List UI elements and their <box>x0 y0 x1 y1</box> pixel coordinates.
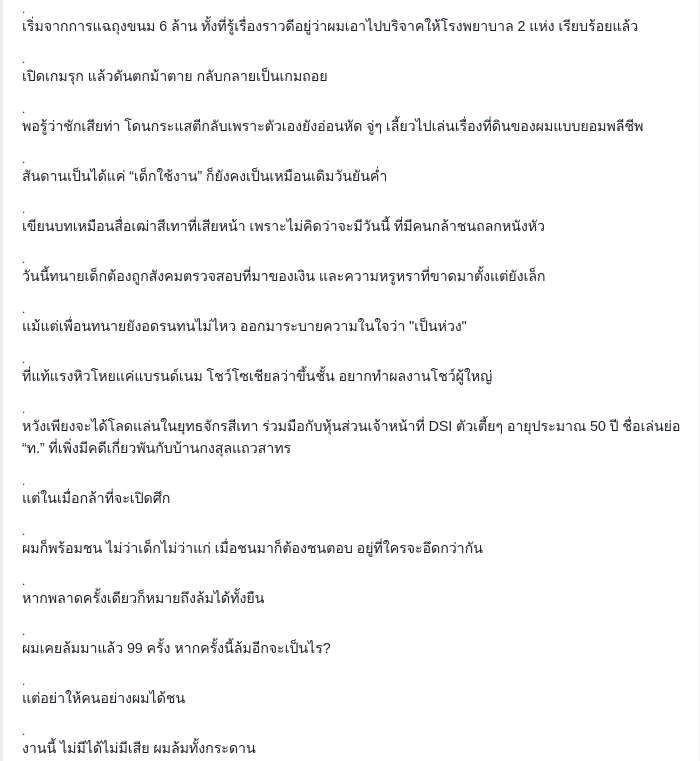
paragraph-marker: . <box>22 102 26 116</box>
paragraph-text: เริ่มจากการแฉถุงขนม 6 ล้าน ทั้งที่รู้เรื่องราวดีอยู่ว่าผมเอาไปบริจาคให้โรงพยาบาล 2 แห่ง เรียบร้อยแล้ว <box>22 19 639 35</box>
paragraph-marker: . <box>22 624 26 638</box>
paragraph <box>22 100 691 138</box>
paragraph-text: สันดานเป็นได้แค่ “เด็กใช้งาน” ก็ยังคงเป็นเหมือนเดิมวันยันค่ำ <box>22 169 388 185</box>
paragraph-text: วันนี้ทนายเด็กต้องถูกสังคมตรวจสอบที่มาของเงิน และความหรูหราที่ขาดมาตั้งแต่ยังเล็ก <box>22 269 546 285</box>
paragraph-text: เปิดเกมรุก แล้วดันตกม้าตาย กลับกลายเป็นเกมถอย <box>22 69 328 85</box>
paragraph-marker: . <box>22 402 26 416</box>
paragraph <box>22 722 691 760</box>
paragraph <box>22 50 691 88</box>
paragraph <box>22 350 691 388</box>
paragraph <box>22 472 691 510</box>
paragraph-marker: . <box>22 52 26 66</box>
paragraph <box>22 400 691 460</box>
paragraph-marker: . <box>22 2 26 16</box>
paragraph-marker: . <box>22 724 26 738</box>
paragraph-marker: . <box>22 524 26 538</box>
paragraph <box>22 0 691 38</box>
paragraph-text: หากพลาดครั้งเดียวก็หมายถึงล้มได้ทั้งยืน <box>22 591 265 607</box>
paragraph-text: แต่อย่าให้คนอย่างผมได้ชน <box>22 691 186 707</box>
paragraph-text: แม้แต่เพื่อนทนายยังอดรนทนไม่ไหว ออกมาระบายความในใจว่า "เป็นห่วง" <box>22 319 467 335</box>
paragraph-marker: . <box>22 474 26 488</box>
paragraph <box>22 250 691 288</box>
paragraph <box>22 300 691 338</box>
paragraph-text: พอรู้ว่าชักเสียท่า โดนกระแสตีกลับเพราะตัวเองยังอ่อนหัด จู่ๆ เลี้ยวไปเล่นเรื่องที่ดินของผมแบบยอมพลีชีพ <box>22 119 644 135</box>
paragraph-text: เขียนบทเหมือนสื่อเฒ่าสีเทาที่เสียหน้า เพราะไม่คิดว่าจะมีวันนี้ ที่มีคนกล้าชนถลกหนังหัว <box>22 219 545 235</box>
paragraph <box>22 150 691 188</box>
post-body <box>22 0 691 760</box>
paragraph-marker: . <box>22 302 26 316</box>
paragraph-text: แต่ในเมื่อกล้าที่จะเปิดศึก <box>22 491 171 507</box>
paragraph-marker: . <box>22 152 26 166</box>
paragraph-marker: . <box>22 202 26 216</box>
paragraph-text: ผมเคยล้มมาแล้ว 99 ครั้ง หากครั้งนี้ล้มอีกจะเป็นไร? <box>22 641 331 657</box>
paragraph-marker: . <box>22 674 26 688</box>
paragraph-marker: . <box>22 252 26 266</box>
paragraph-marker: . <box>22 352 26 366</box>
paragraph <box>22 622 691 660</box>
paragraph <box>22 522 691 560</box>
paragraph-text: หวังเพียงจะได้โลดแล่นในยุทธจักรสีเทา ร่วมมือกับหุ้นส่วนเจ้าหน้าที่ DSI ตัวเตี้ยๆ อายุประมาณ 50 ปี ชื่อเล่นย่อ “ท.” ที่เพิ่งมีคดีเกี่ยวพันกับบ้านกงสุลแถวสาทร <box>22 419 681 457</box>
paragraph-text: ผมก็พร้อมชน ไม่ว่าเด็กไม่ว่าแก่ เมื่อชนมาก็ต้องชนตอบ อยู่ที่ใครจะอึดกว่ากัน <box>22 541 483 557</box>
paragraph <box>22 672 691 710</box>
paragraph <box>22 200 691 238</box>
paragraph-text: งานนี้ ไม่มีได้ไม่มีเสีย ผมล้มทั้งกระดาน <box>22 741 256 757</box>
paragraph-marker: . <box>22 574 26 588</box>
paragraph-text: ที่แท้แรงหิวโหยแค่แบรนด์เนม โชว์โซเชียลว่าขึ้นชั้น อยากทำผลงานโชว์ผู้ใหญ่ <box>22 369 493 385</box>
paragraph <box>22 572 691 610</box>
